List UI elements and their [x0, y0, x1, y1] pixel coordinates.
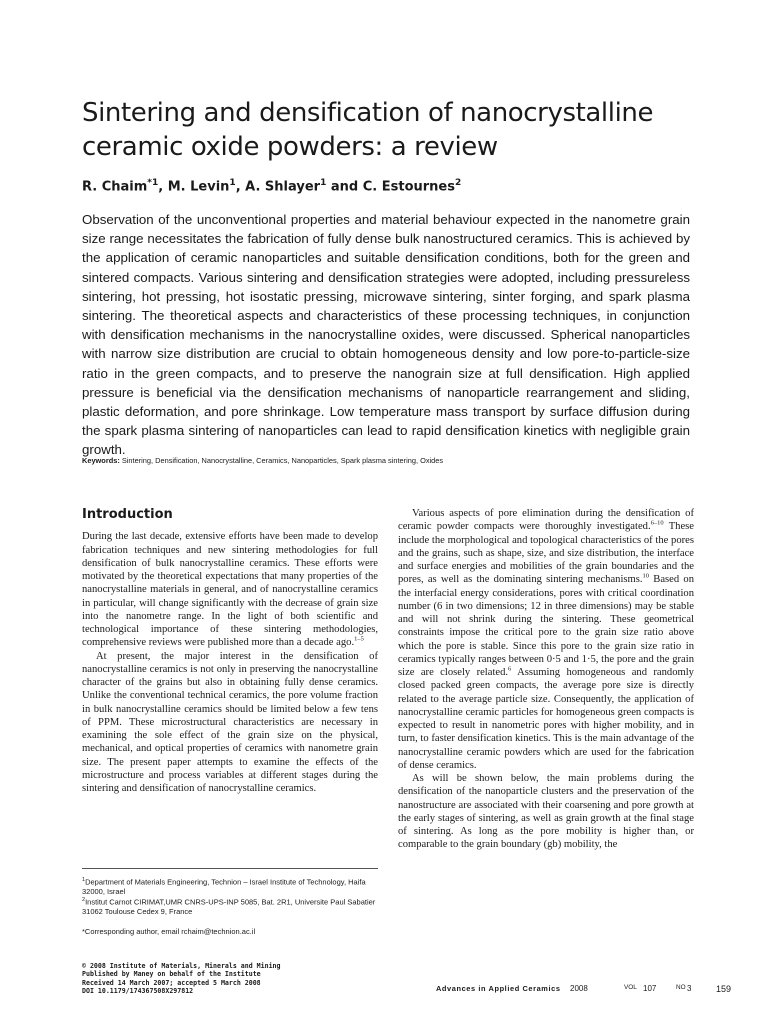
author-separator: ,: [235, 179, 246, 195]
volume-number: 107: [643, 984, 657, 993]
paragraph: [82, 530, 378, 649]
article-title: Sintering and densification of nanocrystalline ceramic oxide powders: a review: [82, 98, 654, 162]
section-heading-introduction: Introduction: [82, 507, 173, 522]
author-name: R. Chaim: [82, 179, 148, 195]
author-list: [82, 178, 722, 194]
paragraph-text: Various aspects of pore elimination during the densification of ceramic powder compacts were thoroughly investigated.: [398, 508, 694, 533]
received-line: Received 14 March 2007; accepted 5 March 2008: [82, 978, 261, 987]
affiliation: [82, 876, 378, 917]
author-name: M. Levin: [167, 179, 230, 195]
author-affiliation-mark: 2: [454, 178, 462, 188]
author-separator: ,: [158, 179, 168, 195]
corresponding-author: *Corresponding author, email rchaim@technion.ac.il: [82, 926, 256, 936]
abstract: Observation of the unconventional properties and material behaviour expected in the nanometre grain size range necessitates the fabrication of fully dense bulk nanostructured ceramics. This is achieved by the application of ceramic nanoparticles and suitable densification conditions, both for the green and sintered compacts. Various sintering and densification strategies were adopted, including pressureless sintering, hot pressing, hot isostatic pressing, microwave sintering, sinter forging, and spark plasma sintering. The theoretical aspects and characteristics of these processing techniques, in conjunction with densification mechanisms in the nanocrystalline oxides, were discussed. Spherical nanoparticles with narrow size distribution are crucial to obtain homogeneous density and low pore-to-particle-size ratio in the green compacts, and to preserve the nanograin size at full densification. High applied pressure is beneficial via the densification mechanisms of nanoparticle rearrangement and sliding, plastic deformation, and pore shrinkage. Low temperature mass transport by surface diffusion during the spark plasma sintering of nanoparticles can lead to rapid densification kinetics with negligible grain growth.: [82, 212, 690, 458]
affiliation-text: Institut Carnot CIRIMAT,UMR CNRS-UPS-INP 5085, Bat. 2R1, Universite Paul Sabatier 31062 Toulouse Cedex 9, France: [82, 897, 376, 917]
keywords-list: Sintering, Densification, Nanocrystalline, Ceramics, Nanoparticles, Spark plasma sintering, Oxides: [121, 456, 444, 465]
author-name: A. Shlayer: [245, 179, 321, 195]
paragraph-text: During the last decade, extensive efforts have been made to develop fabrication techniques and new sintering methodologies for full densification of bulk nanocrystalline ceramics. These efforts were motivated by the theoretical expectations that many properties of the nanocrystalline materials in general, and of nanocrystalline ceramics in particular, will change significantly with the decrease of grain size into the nanometre range. In the light of both scientific and technological importance of these sintering methodologies, comprehensive reviews were published more than a decade ago.: [82, 531, 378, 649]
reference-citation: 1–5: [354, 635, 364, 643]
author-affiliation-mark: 1: [320, 178, 327, 188]
doi-line: DOI 10.1179/174367508X297812: [82, 986, 194, 995]
publication-info: [82, 962, 382, 995]
publisher-line: Published by Maney on behalf of the Institute: [82, 970, 261, 979]
journal-name: Advances in Applied Ceramics: [436, 984, 561, 993]
volume-label: VOL: [624, 984, 637, 991]
reference-citation: 10: [642, 572, 650, 580]
paragraph: At present, the major interest in the densification of nanocrystalline ceramics is not only in preserving the nanocrystalline character of the grains but also in obtaining fully dense ceramics. Unlike the conventional technical ceramics, the pore volume fraction in bulk nanocrystalline ceramics should be limited below a few tens of PPM. These microstructural characteristics are necessary in examining the sole effect of the grain size on the physical, mechanical, and optical properties of ceramics with nanometre grain size. The present paper attempts to examine the effects of the microstructure and process variables at different stages during the sintering and densification of nanocrystalline ceramics.: [82, 650, 378, 794]
author-affiliation-mark: 1: [229, 178, 236, 188]
journal-year: 2008: [570, 984, 588, 993]
affiliation-mark: 1: [82, 877, 86, 883]
paragraph-text: Based on the interfacial energy considerations, pores with critical coordination number (6 in two dimensions; 12 in three dimensions) may be stable and will not shrink during the sintering. These geometrical constraints impose the critical pore to the grain size ratio above which the pore is stable. Since this pore to the grain size ratio in ceramics typically ranges between 0·5 and 1·5, the pore and the grain size are closely related.: [398, 574, 695, 678]
reference-citation: 6: [508, 665, 512, 673]
paragraph: As will be shown below, the main problems during the densification of the nanoparticle clusters and the preservation of the nanostructure are associated with their coarsening and pore growth at the early stages of sintering, as well as grain growth at the final stage of sintering. As long as the pore mobility is higher than, or comparable to the grain boundary (gb) mobility, the: [398, 773, 694, 851]
paragraph-text: These include the morphological and topological characteristics of the pores and the grains, such as shape, size, and size distribution, the interface and surface energies and mobilities of the grain boundaries and the pores, as well as the dominating sintering mechanisms.: [398, 521, 694, 586]
issue-number: 3: [687, 984, 692, 993]
affiliation-mark: 2: [82, 897, 86, 904]
footnote-divider: [82, 868, 378, 869]
affiliation-text: Department of Materials Engineering, Technion – Israel Institute of Technology, Haifa 32000, Israel: [82, 877, 366, 896]
paragraph: [398, 507, 694, 772]
author-separator: and: [326, 179, 363, 195]
issue-label: NO: [676, 984, 686, 991]
copyright-line: © 2008 Institute of Materials, Minerals and Mining: [82, 962, 281, 970]
footnotes: [82, 876, 378, 946]
paragraph-text: Assuming homogeneous and randomly closed packed green compacts, the average pore size is directly related to the average particle size. Consequently, the application of nanocrystalline ceramic particles for homogeneous green compacts is expected to result in nanometric pores with higher mobility, and in turn, to faster densification kinetics. This is the main advantage of the nanocrystalline ceramic powders which are used for the fabrication of dense ceramics.: [398, 667, 694, 771]
author-name: C. Estournes: [362, 179, 455, 195]
reference-citation: 6–10: [650, 519, 664, 527]
page-number: 159: [716, 984, 732, 994]
keywords-label: Keywords:: [82, 456, 120, 465]
keywords: [82, 456, 690, 465]
right-column: [398, 507, 694, 852]
author-affiliation-mark: *1: [147, 178, 159, 188]
left-column: [82, 508, 378, 795]
